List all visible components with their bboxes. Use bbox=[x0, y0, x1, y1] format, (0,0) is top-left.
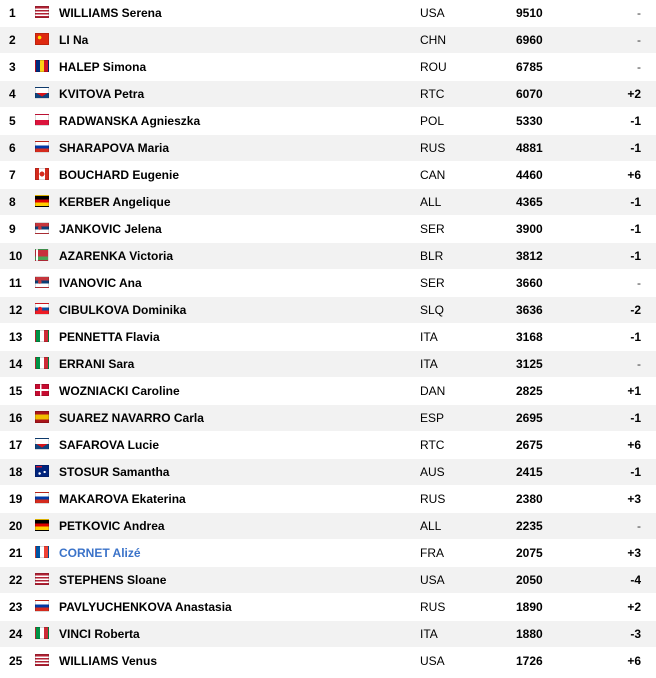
movement-cell: - bbox=[637, 33, 641, 47]
points-cell: 2235 bbox=[516, 519, 543, 533]
points-cell: 9510 bbox=[516, 6, 543, 20]
country-cell: ITA bbox=[420, 357, 438, 371]
points-cell: 6785 bbox=[516, 60, 543, 74]
country-cell: RTC bbox=[420, 87, 445, 101]
table-row bbox=[0, 297, 656, 324]
points-cell: 2675 bbox=[516, 438, 543, 452]
germany-flag-icon bbox=[35, 195, 49, 207]
rank-cell: 1 bbox=[9, 6, 16, 20]
player-name: PAVLYUCHENKOVA Anastasia bbox=[59, 600, 232, 614]
italy-flag-icon bbox=[35, 627, 49, 639]
rank-cell: 24 bbox=[9, 627, 23, 641]
table-row bbox=[0, 459, 656, 486]
rank-cell: 17 bbox=[9, 438, 23, 452]
movement-cell: -3 bbox=[630, 627, 641, 641]
country-cell: SER bbox=[420, 276, 445, 290]
movement-cell: +6 bbox=[627, 654, 641, 668]
rank-cell: 11 bbox=[9, 276, 22, 290]
points-cell: 2415 bbox=[516, 465, 543, 479]
points-cell: 3660 bbox=[516, 276, 543, 290]
france-flag-icon bbox=[35, 546, 49, 558]
player-name: SAFAROVA Lucie bbox=[59, 438, 160, 452]
usa-flag-icon bbox=[35, 573, 49, 585]
player-name: KERBER Angelique bbox=[59, 195, 171, 209]
player-name-link[interactable]: CORNET Alizé bbox=[59, 546, 141, 560]
country-cell: CHN bbox=[420, 33, 446, 47]
movement-cell: -1 bbox=[630, 195, 641, 209]
country-cell: ITA bbox=[420, 330, 438, 344]
table-row bbox=[0, 594, 656, 621]
rank-cell: 2 bbox=[9, 33, 16, 47]
player-name: ERRANI Sara bbox=[59, 357, 135, 371]
points-cell: 1890 bbox=[516, 600, 543, 614]
table-row bbox=[0, 0, 656, 27]
points-cell: 1880 bbox=[516, 627, 543, 641]
table-row bbox=[0, 243, 656, 270]
table-row bbox=[0, 189, 656, 216]
spain-flag-icon bbox=[35, 411, 49, 423]
movement-cell: +6 bbox=[627, 168, 641, 182]
points-cell: 4881 bbox=[516, 141, 543, 155]
rank-cell: 7 bbox=[9, 168, 16, 182]
points-cell: 2380 bbox=[516, 492, 543, 506]
movement-cell: +3 bbox=[627, 546, 641, 560]
rank-cell: 20 bbox=[9, 519, 23, 533]
player-name: SHARAPOVA Maria bbox=[59, 141, 170, 155]
player-name: MAKAROVA Ekaterina bbox=[59, 492, 186, 506]
country-cell: RUS bbox=[420, 492, 446, 506]
country-cell: ALL bbox=[420, 195, 442, 209]
czech-flag-icon bbox=[35, 87, 49, 99]
germany-flag-icon bbox=[35, 519, 49, 531]
country-cell: ITA bbox=[420, 627, 438, 641]
poland-flag-icon bbox=[35, 114, 49, 126]
player-name: LI Na bbox=[59, 33, 89, 47]
table-row bbox=[0, 378, 656, 405]
rank-cell: 12 bbox=[9, 303, 23, 317]
rank-cell: 3 bbox=[9, 60, 16, 74]
player-name: HALEP Simona bbox=[59, 60, 147, 74]
table-row bbox=[0, 351, 656, 378]
china-flag-icon bbox=[35, 33, 49, 45]
country-cell: AUS bbox=[420, 465, 445, 479]
rank-cell: 16 bbox=[9, 411, 23, 425]
denmark-flag-icon bbox=[35, 384, 49, 396]
player-name: PETKOVIC Andrea bbox=[59, 519, 165, 533]
table-row bbox=[0, 81, 656, 108]
table-row bbox=[0, 648, 656, 675]
movement-cell: -1 bbox=[630, 330, 641, 344]
movement-cell: -1 bbox=[630, 249, 641, 263]
country-cell: USA bbox=[420, 6, 445, 20]
russia-flag-icon bbox=[35, 141, 49, 153]
movement-cell: - bbox=[637, 519, 641, 533]
points-cell: 3125 bbox=[516, 357, 543, 371]
country-cell: ROU bbox=[420, 60, 447, 74]
movement-cell: - bbox=[637, 60, 641, 74]
table-row bbox=[0, 621, 656, 648]
player-name: WILLIAMS Serena bbox=[59, 6, 162, 20]
country-cell: SER bbox=[420, 222, 445, 236]
rank-cell: 21 bbox=[9, 546, 23, 560]
table-row bbox=[0, 486, 656, 513]
rank-cell: 10 bbox=[9, 249, 23, 263]
player-name: AZARENKA Victoria bbox=[59, 249, 174, 263]
player-name: WOZNIACKI Caroline bbox=[59, 384, 180, 398]
usa-flag-icon bbox=[35, 6, 49, 18]
player-name: KVITOVA Petra bbox=[59, 87, 145, 101]
russia-flag-icon bbox=[35, 600, 49, 612]
movement-cell: -1 bbox=[630, 222, 641, 236]
points-cell: 4460 bbox=[516, 168, 543, 182]
rank-cell: 18 bbox=[9, 465, 23, 479]
points-cell: 3812 bbox=[516, 249, 543, 263]
table-row bbox=[0, 108, 656, 135]
australia-flag-icon bbox=[35, 465, 49, 477]
movement-cell: +1 bbox=[627, 384, 641, 398]
points-cell: 2075 bbox=[516, 546, 543, 560]
points-cell: 3636 bbox=[516, 303, 543, 317]
serbia-flag-icon bbox=[35, 276, 49, 288]
movement-cell: +3 bbox=[627, 492, 641, 506]
country-cell: RUS bbox=[420, 600, 446, 614]
rank-cell: 13 bbox=[9, 330, 23, 344]
country-cell: RTC bbox=[420, 438, 445, 452]
points-cell: 5330 bbox=[516, 114, 543, 128]
czech-flag-icon bbox=[35, 438, 49, 450]
movement-cell: -2 bbox=[630, 303, 641, 317]
movement-cell: -1 bbox=[630, 114, 641, 128]
player-name: RADWANSKA Agnieszka bbox=[59, 114, 201, 128]
table-row bbox=[0, 162, 656, 189]
points-cell: 3168 bbox=[516, 330, 543, 344]
country-cell: DAN bbox=[420, 384, 446, 398]
player-name: VINCI Roberta bbox=[59, 627, 140, 641]
player-name: STOSUR Samantha bbox=[59, 465, 170, 479]
table-row bbox=[0, 216, 656, 243]
points-cell: 6960 bbox=[516, 33, 543, 47]
points-cell: 2050 bbox=[516, 573, 543, 587]
rank-cell: 5 bbox=[9, 114, 16, 128]
russia-flag-icon bbox=[35, 492, 49, 504]
movement-cell: - bbox=[637, 276, 641, 290]
player-name: STEPHENS Sloane bbox=[59, 573, 167, 587]
rank-cell: 8 bbox=[9, 195, 16, 209]
movement-cell: -1 bbox=[630, 141, 641, 155]
movement-cell: -4 bbox=[630, 573, 641, 587]
points-cell: 2825 bbox=[516, 384, 543, 398]
serbia-flag-icon bbox=[35, 222, 49, 234]
table-row bbox=[0, 270, 656, 297]
points-cell: 3900 bbox=[516, 222, 543, 236]
player-name: BOUCHARD Eugenie bbox=[59, 168, 180, 182]
romania-flag-icon bbox=[35, 60, 49, 72]
player-name: PENNETTA Flavia bbox=[59, 330, 160, 344]
italy-flag-icon bbox=[35, 357, 49, 369]
country-cell: CAN bbox=[420, 168, 446, 182]
movement-cell: - bbox=[637, 6, 641, 20]
player-name: SUAREZ NAVARRO Carla bbox=[59, 411, 204, 425]
movement-cell: +2 bbox=[627, 600, 641, 614]
movement-cell: -1 bbox=[630, 411, 641, 425]
movement-cell: +6 bbox=[627, 438, 641, 452]
italy-flag-icon bbox=[35, 330, 49, 342]
rank-cell: 4 bbox=[9, 87, 16, 101]
rank-cell: 14 bbox=[9, 357, 23, 371]
points-cell: 6070 bbox=[516, 87, 543, 101]
table-row bbox=[0, 567, 656, 594]
rank-cell: 22 bbox=[9, 573, 23, 587]
movement-cell: +2 bbox=[627, 87, 641, 101]
table-row bbox=[0, 540, 656, 567]
country-cell: FRA bbox=[420, 546, 444, 560]
country-cell: POL bbox=[420, 114, 445, 128]
country-cell: USA bbox=[420, 654, 445, 668]
player-name: JANKOVIC Jelena bbox=[59, 222, 162, 236]
rank-cell: 6 bbox=[9, 141, 16, 155]
country-cell: USA bbox=[420, 573, 445, 587]
slovakia-flag-icon bbox=[35, 303, 49, 315]
country-cell: BLR bbox=[420, 249, 444, 263]
movement-cell: -1 bbox=[630, 465, 641, 479]
player-name: IVANOVIC Ana bbox=[59, 276, 142, 290]
rank-cell: 15 bbox=[9, 384, 23, 398]
points-cell: 4365 bbox=[516, 195, 543, 209]
table-row bbox=[0, 513, 656, 540]
rank-cell: 23 bbox=[9, 600, 23, 614]
rank-cell: 19 bbox=[9, 492, 23, 506]
table-row bbox=[0, 432, 656, 459]
belarus-flag-icon bbox=[35, 249, 49, 261]
country-cell: RUS bbox=[420, 141, 446, 155]
movement-cell: - bbox=[637, 357, 641, 371]
usa-flag-icon bbox=[35, 654, 49, 666]
table-row bbox=[0, 135, 656, 162]
table-row bbox=[0, 405, 656, 432]
country-cell: ALL bbox=[420, 519, 442, 533]
table-row bbox=[0, 54, 656, 81]
player-name: CIBULKOVA Dominika bbox=[59, 303, 187, 317]
table-row bbox=[0, 27, 656, 54]
points-cell: 1726 bbox=[516, 654, 543, 668]
rank-cell: 25 bbox=[9, 654, 23, 668]
player-name: WILLIAMS Venus bbox=[59, 654, 158, 668]
points-cell: 2695 bbox=[516, 411, 543, 425]
canada-flag-icon bbox=[35, 168, 49, 180]
rank-cell: 9 bbox=[9, 222, 16, 236]
country-cell: SLQ bbox=[420, 303, 445, 317]
table-row bbox=[0, 324, 656, 351]
country-cell: ESP bbox=[420, 411, 445, 425]
